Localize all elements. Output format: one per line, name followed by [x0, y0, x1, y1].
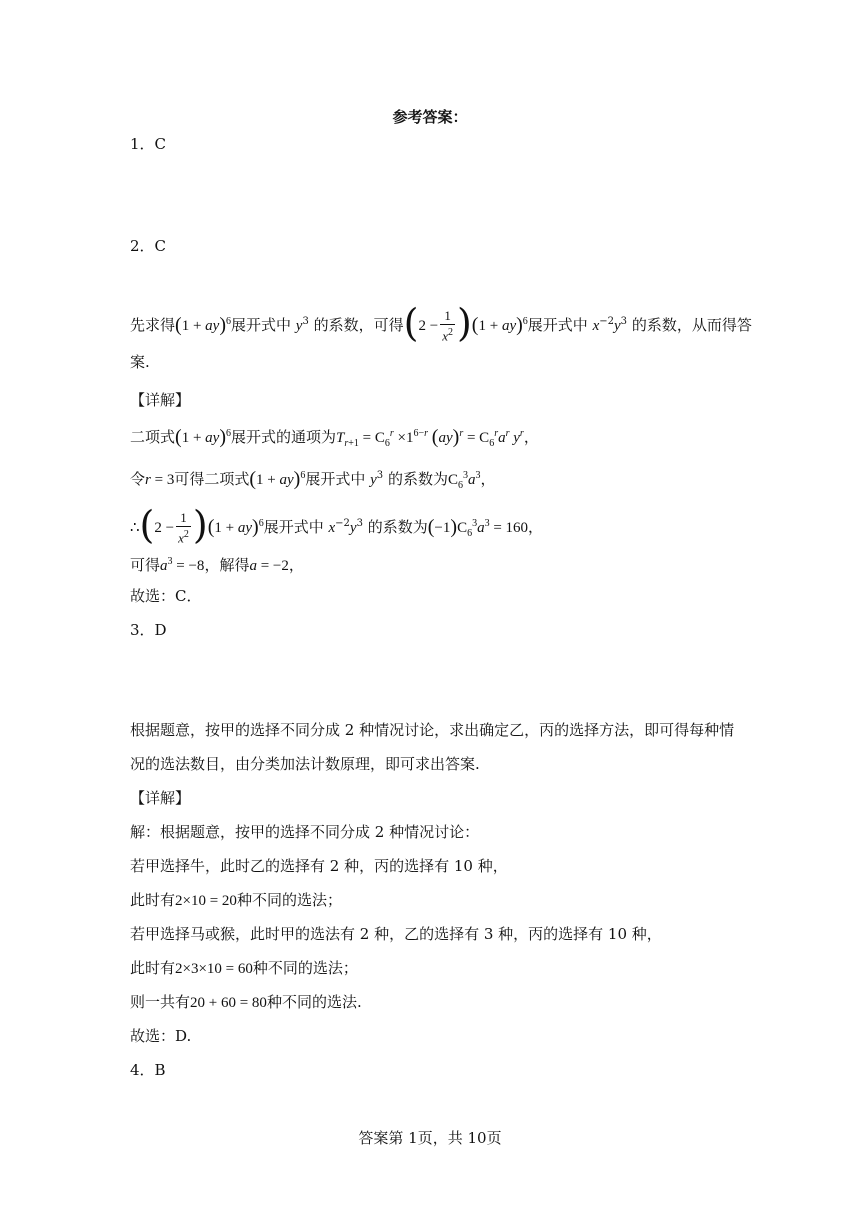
- q2-text: 的系数为: [387, 470, 448, 488]
- q2-analysis-text: 的系数，从而得答: [631, 316, 752, 335]
- q2-text: 令: [130, 470, 146, 488]
- page-title: 参考答案：: [392, 108, 468, 126]
- therefore-symbol: ∴: [130, 518, 140, 537]
- q2-analysis-line-2: 案.: [130, 353, 150, 371]
- q2-text: 展开式中: [263, 518, 324, 537]
- answer-1-label: 1．C: [130, 135, 167, 153]
- q2-detail-line-4: 可得$a^3 = -8$，解得a = −2，: [130, 556, 304, 574]
- q3-detail-heading: 【详解】: [130, 789, 191, 807]
- q2-text: ，: [523, 428, 539, 446]
- answer-4-label: 4．B: [130, 1061, 166, 1079]
- page-footer: 答案第 1页，共 10页: [358, 1129, 502, 1147]
- q2-text: ，解得: [204, 556, 250, 574]
- q3-detail-line-2: 若甲选择牛，此时乙的选择有 2 种，丙的选择有 10 种，: [130, 857, 508, 875]
- q2-analysis-prefix: 先求得: [130, 316, 176, 335]
- q2-text: 二项式: [130, 428, 176, 446]
- q3-text: 则一共有: [130, 993, 191, 1011]
- q2-analysis-text: 展开式中: [527, 316, 588, 335]
- q3-detail-line-3: [130, 890, 342, 911]
- q3-expression: 2×3×10 = 60: [175, 961, 253, 977]
- q2-text: ，: [288, 556, 304, 574]
- q3-expression: 2×10 = 20: [175, 893, 237, 909]
- q2-text: 展开式中: [305, 470, 366, 488]
- q2-text: ，: [480, 470, 496, 488]
- q2-detail-line-2: 令r = 3可得二项式(1 + ay)$^6$展开式中 $y^3$ 的系数为$C_6^3a^3$，: [130, 468, 496, 491]
- q2-detail-line-3: ∴(2 − $\frac{1}{x^2}$ )(1 + ay)$^6$展开式中 $x^{-2}y^3$ 的系数为$(-1)C_6^3a^3 = 160$，: [130, 503, 544, 548]
- q3-analysis-line-2: 况的选法数目，由分类加法计数原理，即可求出答案.: [130, 755, 480, 773]
- q2-analysis-text: 展开式中: [231, 316, 292, 335]
- q3-expression: 20 + 60 = 80: [190, 995, 267, 1011]
- q3-text: 此时有: [130, 959, 176, 977]
- answer-2-label: 2．C: [130, 237, 167, 255]
- q2-text: 展开式的通项为: [231, 428, 337, 446]
- q2-detail-line-1: 二项式(1 + ay)$^6$展开式的通项为$T_{r+1} = C_6^r \times 1^{6-r}$ $(ay)^r = C_6^ra^r$ $y^r$，: [130, 426, 539, 449]
- q3-text: 此时有: [130, 891, 176, 909]
- q3-conclusion: 故选：D.: [130, 1027, 192, 1045]
- q2-analysis-line-1: 先求得(1 + ay)$^6$展开式中 $y^3$ 的系数，可得(2 − $\frac{1}{x^2}$ )(1 + ay)$^6$展开式中 $x^{-2}y^3$ 的系数，从而得答: [130, 301, 752, 346]
- q2-analysis-text: 的系数，可得: [313, 316, 404, 335]
- q2-conclusion: 故选：C．: [130, 587, 202, 605]
- q2-detail-heading: 【详解】: [130, 391, 191, 409]
- q3-text: 种不同的选法.: [266, 993, 362, 1011]
- q3-analysis-line-1: 根据题意，按甲的选择不同分成 2 种情况讨论，求出确定乙，丙的选择方法，即可得每种情: [130, 721, 735, 739]
- answer-3-label: 3．D: [130, 621, 167, 639]
- q3-detail-line-4: 若甲选择马或猴，此时甲的选法有 2 种，乙的选择有 3 种，丙的选择有 10 种，: [130, 925, 662, 943]
- q2-text: 可得二项式: [174, 470, 250, 488]
- q3-detail-line-1: 解：根据题意，按甲的选择不同分成 2 种情况讨论：: [130, 823, 480, 841]
- q2-text: 可得: [130, 556, 161, 574]
- q3-detail-line-6: [130, 992, 362, 1013]
- q2-text: ，: [528, 518, 544, 537]
- q3-text: 种不同的选法；: [236, 891, 342, 909]
- q3-detail-line-5: [130, 958, 358, 979]
- q2-text: 的系数为: [367, 518, 428, 537]
- q3-text: 种不同的选法；: [252, 959, 358, 977]
